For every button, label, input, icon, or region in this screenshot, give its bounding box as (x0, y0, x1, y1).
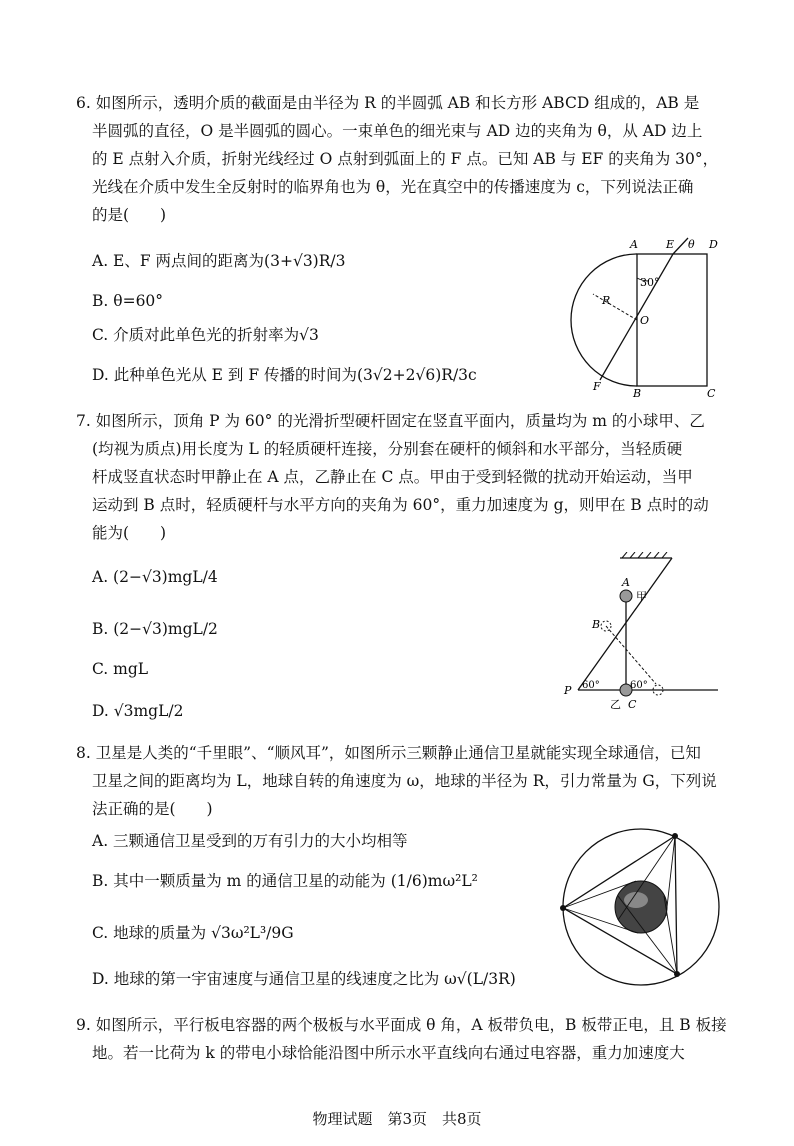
satellite-1 (672, 833, 678, 839)
semicircle-arc (571, 254, 637, 386)
q8-option-b: B. 其中一颗质量为 m 的通信卫星的动能为 (1/6)mω²L² (92, 872, 478, 890)
q6-option-c: C. 介质对此单色光的折射率为√3 (92, 326, 319, 344)
q8-line-1: 8. 卫星是人类的“千里眼”、“顺风耳”，如图所示三颗静止通信卫星就能实现全球通信，已知 (76, 744, 701, 762)
q7-option-a: A. (2−√3)mgL/4 (92, 568, 218, 586)
q8-figure (556, 816, 726, 998)
incident-ray (673, 238, 688, 254)
label-b: B (633, 387, 642, 397)
label-d: D (709, 238, 718, 251)
q6-line-2: 半圆弧的直径，O 是半圆弧的圆心。一束单色的细光束与 AD 边的夹角为 θ，从 AD 边上 (92, 122, 703, 140)
q7-option-c: C. mgL (92, 660, 149, 678)
label-a: A (630, 238, 638, 251)
label-b: B (592, 618, 601, 631)
q6-line-1: 6. 如图所示，透明介质的截面是由半径为 R 的半圆弧 AB 和长方形 ABCD 组成的，AB 是 (76, 94, 700, 112)
radius-line (593, 294, 637, 320)
q9-line-1: 9. 如图所示，平行板电容器的两个极板与水平面成 θ 角，A 板带负电，B 板带正电，且 B 板接 (76, 1016, 727, 1034)
label-yi: 乙 (610, 698, 621, 711)
q7-figure (560, 552, 720, 712)
q7-option-d: D. √3mgL/2 (92, 702, 184, 720)
q6-option-a: A. E、F 两点间的距离为(3+√3)R/3 (92, 252, 346, 270)
label-p: P (564, 684, 572, 697)
q8-option-c: C. 地球的质量为 √3ω²L³/9G (92, 924, 294, 942)
label-c: C (628, 698, 637, 711)
label-angle-1: 60° (582, 680, 600, 691)
label-r: R (602, 294, 611, 307)
q7-option-b: B. (2−√3)mgL/2 (92, 620, 218, 638)
label-e: E (666, 238, 675, 251)
dashed-rod (606, 626, 656, 684)
label-jia: 甲 (636, 590, 647, 603)
label-angle-2: 60° (630, 680, 648, 691)
page-footer: 物理试题 第3页 共8页 (312, 1110, 482, 1128)
q8-option-a: A. 三颗通信卫星受到的万有引力的大小均相等 (92, 832, 408, 850)
q7-line-1: 7. 如图所示，顶角 P 为 60° 的光滑折型硬杆固定在竖直平面内，质量均为 m 的小球甲、乙 (76, 412, 705, 430)
tangent-line-6 (664, 896, 677, 974)
q6-option-b: B. θ=60° (92, 292, 164, 310)
q6-line-4: 光线在介质中发生全反射时的临界角也为 θ，光在真空中的传播速度为 c，下列说法正确 (92, 178, 694, 196)
q6-line-3: 的 E 点射入介质，折射光线经过 O 点射到弧面上的 F 点。已知 AB 与 EF 的夹角为 30°， (92, 150, 719, 168)
q8-option-d: D. 地球的第一宇宙速度与通信卫星的线速度之比为 ω√(L/3R) (92, 970, 516, 988)
q7-line-3: 杆成竖直状态时甲静止在 A 点，乙静止在 C 点。甲由于受到轻微的扰动开始运动，当甲 (92, 468, 693, 486)
q6-line-5: 的是( ) (92, 206, 167, 224)
q9-line-2: 地。若一比荷为 k 的带电小球恰能沿图中所示水平直线向右通过电容器，重力加速度大 (92, 1044, 685, 1062)
satellite-2 (560, 905, 566, 911)
label-angle: 30° (640, 276, 660, 289)
q8-line-3: 法正确的是( ) (92, 800, 213, 818)
label-a: A (622, 576, 630, 589)
q8-line-2: 卫星之间的距离均为 L，地球自转的角速度为 ω，地球的半径为 R，引力常量为 G，下列说 (92, 772, 717, 790)
q7-line-5: 能为( ) (92, 524, 167, 542)
satellite-3 (674, 971, 680, 977)
label-f: F (593, 380, 601, 393)
q7-line-2: (均视为质点)用长度为 L 的轻质硬杆连接，分别套在硬杆的倾斜和水平部分，当轻质硬 (92, 440, 683, 458)
label-c: C (707, 387, 716, 397)
label-o: O (640, 314, 650, 327)
q6-figure (560, 232, 730, 397)
q7-line-4: 运动到 B 点时，轻质硬杆与水平方向的夹角为 60°，重力加速度为 g，则甲在 B 点时的动 (92, 496, 709, 514)
label-theta: θ (688, 238, 695, 251)
q6-option-d: D. 此种单色光从 E 到 F 传播的时间为(3√2+2√6)R/3c (92, 366, 477, 384)
ball-jia (620, 590, 632, 602)
ceiling-hatch (622, 552, 667, 558)
